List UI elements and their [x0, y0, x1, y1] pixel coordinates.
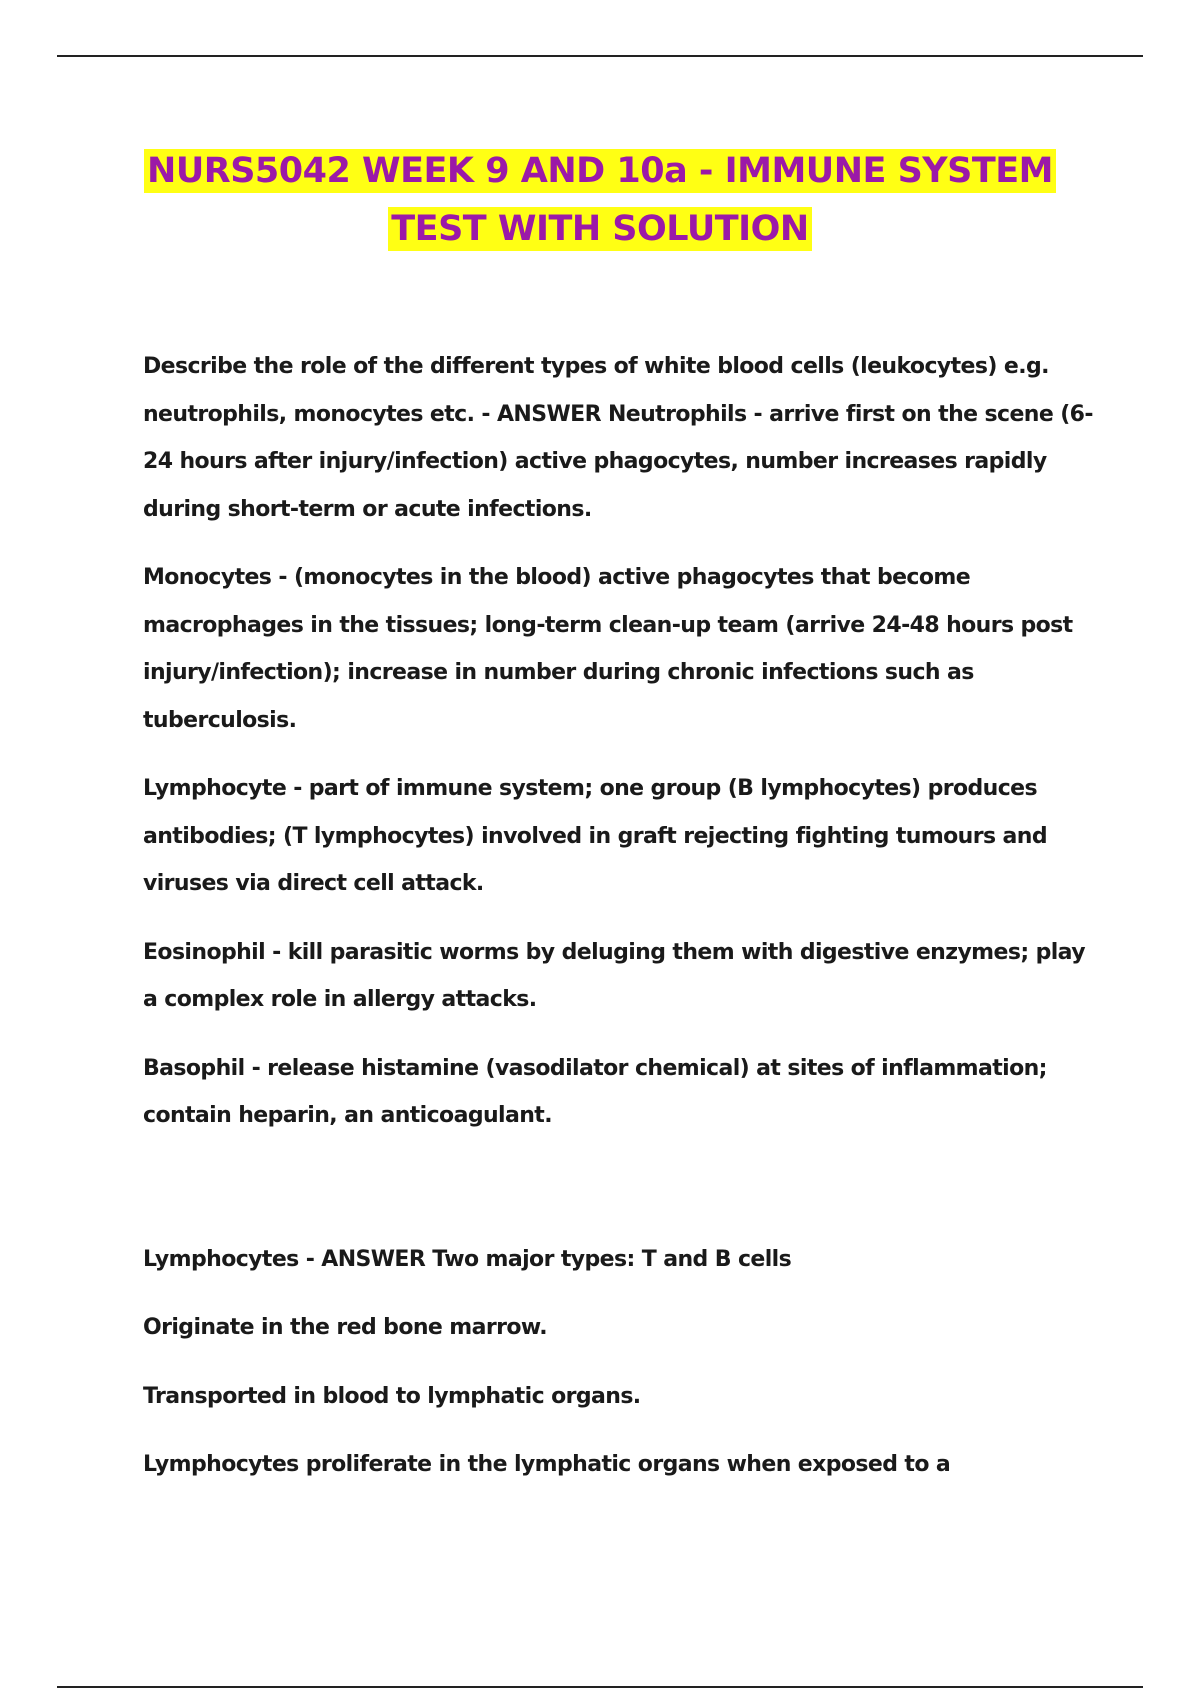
paragraph-basophil: Basophil - release histamine (vasodilator chemical) at sites of inflammation; contain heparin, an anticoagulant. [143, 1055, 1047, 1128]
paragraph-monocytes: Monocytes - (monocytes in the blood) active phagocytes that become macrophages in the tissues; long-term clean-up team (arrive 24-48 hours post injury/infection); increase in number during chronic infections such as tuberculosis. [143, 565, 1073, 733]
footer-rule [57, 1686, 1143, 1688]
title-line-1: NURS5042 WEEK 9 AND 10a - IMMUNE SYSTEM [144, 149, 1056, 193]
paragraph-eosinophil: Eosinophil - kill parasitic worms by deluging them with digestive enzymes; play a complex role in allergy attacks. [143, 939, 1085, 1012]
document-title [60, 142, 1140, 258]
paragraph-transported: Transported in blood to lymphatic organs. [143, 1383, 641, 1409]
paragraph-lymphocyte: Lymphocyte - part of immune system; one group (B lymphocytes) produces antibodies; (T lymphocytes) involved in graft rejecting fighting tumours and viruses via direct cell attack. [143, 776, 1047, 896]
paragraph-proliferate: Lymphocytes proliferate in the lymphatic organs when exposed to a [143, 1452, 951, 1477]
paragraph-originate: Originate in the red bone marrow. [143, 1315, 547, 1340]
title-line-2: TEST WITH SOLUTION [388, 207, 811, 251]
document-body [143, 343, 1103, 1510]
header-rule [57, 55, 1143, 57]
paragraph-question-leukocytes: Describe the role of the different types of white blood cells (leukocytes) e.g. neutrophils, monocytes etc. - ANSWER Neutrophils - arrive first on the scene (6-24 hours after injury/infection) active phagocytes, number increases rapidly during short-term or acute infections. [143, 354, 1093, 522]
paragraph-lymphocytes-question: Lymphocytes - ANSWER Two major types: T and B cells [143, 1246, 792, 1272]
